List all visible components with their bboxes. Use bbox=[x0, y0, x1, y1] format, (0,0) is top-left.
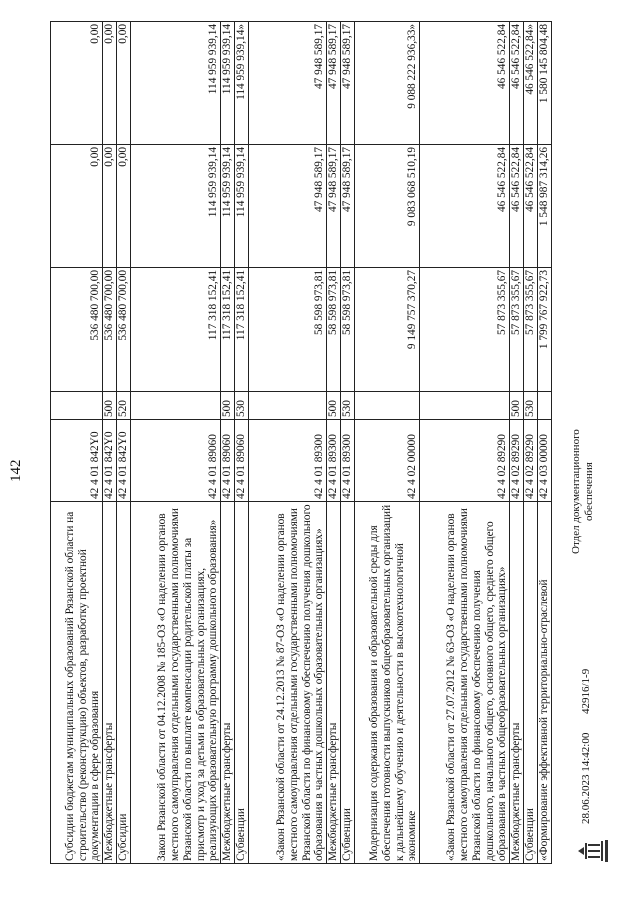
row-vr: 530 bbox=[524, 392, 538, 420]
row-value-3: 46 546 522,84» bbox=[524, 22, 538, 145]
row-value-3: 47 948 589,17 bbox=[341, 22, 355, 145]
row-value-3: 46 546 522,84 bbox=[510, 22, 524, 145]
row-value-1: 57 873 355,67 bbox=[510, 268, 524, 392]
table-row bbox=[117, 22, 131, 864]
row-value-2: 0,00 bbox=[117, 145, 131, 268]
row-value-2: 9 083 068 510,19 bbox=[355, 145, 420, 268]
row-vr: 500 bbox=[221, 392, 235, 420]
row-csr: 42 4 02 89290 bbox=[510, 420, 524, 502]
row-value-1: 536 480 700,00 bbox=[51, 268, 103, 392]
department-stamp bbox=[570, 429, 596, 554]
row-vr bbox=[51, 392, 103, 420]
row-value-3: 114 959 939,14 bbox=[131, 22, 221, 145]
row-value-3: 114 959 939,14» bbox=[235, 22, 249, 145]
row-vr bbox=[249, 392, 327, 420]
row-name: Межбюджетные трансферты bbox=[327, 502, 341, 864]
row-name: «Формирование эффективной территориально-отраслевой bbox=[538, 502, 552, 864]
table-row bbox=[235, 22, 249, 864]
table-row bbox=[420, 22, 510, 864]
row-csr: 42 4 02 89290 bbox=[524, 420, 538, 502]
row-value-2: 114 959 939,14 bbox=[221, 145, 235, 268]
table-row bbox=[131, 22, 221, 864]
row-vr: 530 bbox=[235, 392, 249, 420]
table-row bbox=[355, 22, 420, 864]
row-value-2: 46 546 522,84 bbox=[420, 145, 510, 268]
row-value-1: 57 873 355,67 bbox=[420, 268, 510, 392]
row-name: Субвенции bbox=[524, 502, 538, 864]
row-value-3: 1 580 145 804,48 bbox=[538, 22, 552, 145]
row-value-1: 1 799 767 922,73 bbox=[538, 268, 552, 392]
row-name: Субсидии bbox=[117, 502, 131, 864]
row-name: Межбюджетные трансферты bbox=[510, 502, 524, 864]
row-value-2: 46 546 522,84 bbox=[524, 145, 538, 268]
table-row bbox=[103, 22, 117, 864]
row-value-1: 117 318 152,41 bbox=[235, 268, 249, 392]
row-csr: 42 4 01 89060 bbox=[221, 420, 235, 502]
table-row bbox=[51, 22, 103, 864]
print-timestamp: 28.06.2023 14:42:00 bbox=[580, 732, 592, 824]
table-row bbox=[221, 22, 235, 864]
row-name: Закон Рязанской области от 04.12.2008 № 185-ОЗ «О наделении органов местного самоуправления отдельными государственными полномочиями Рязанской области по выплате компенсации родительской платы за присмотр и уход за детьми в образовательных организациях, реализующих образовательную программу дошкольного образования» bbox=[131, 502, 221, 864]
row-name: Межбюджетные трансферты bbox=[221, 502, 235, 864]
row-value-3: 0,00 bbox=[51, 22, 103, 145]
row-value-2: 47 948 589,17 bbox=[327, 145, 341, 268]
table-row bbox=[524, 22, 538, 864]
row-value-1: 117 318 152,41 bbox=[221, 268, 235, 392]
row-name: Субсидии бюджетам муниципальных образований Рязанской области на строительство (реконструкцию) объектов, разработку проектной документации в сфере образования bbox=[51, 502, 103, 864]
row-vr bbox=[538, 392, 552, 420]
table-row bbox=[510, 22, 524, 864]
row-csr: 42 4 01 842Y0 bbox=[117, 420, 131, 502]
row-value-1: 536 480 700,00 bbox=[117, 268, 131, 392]
row-csr: 42 4 02 00000 bbox=[355, 420, 420, 502]
page-number: 142 bbox=[8, 459, 24, 482]
table-row bbox=[249, 22, 327, 864]
archive-logo bbox=[576, 838, 610, 864]
row-value-2: 47 948 589,17 bbox=[341, 145, 355, 268]
row-value-3: 47 948 589,17 bbox=[249, 22, 327, 145]
row-csr: 42 4 01 89300 bbox=[327, 420, 341, 502]
row-vr: 520 bbox=[117, 392, 131, 420]
row-value-2: 47 948 589,17 bbox=[249, 145, 327, 268]
row-name: Межбюджетные трансферты bbox=[103, 502, 117, 864]
row-vr: 500 bbox=[510, 392, 524, 420]
row-csr: 42 4 02 89290 bbox=[420, 420, 510, 502]
row-value-3: 46 546 522,84 bbox=[420, 22, 510, 145]
row-value-2: 0,00 bbox=[103, 145, 117, 268]
row-value-2: 114 959 939,14 bbox=[235, 145, 249, 268]
row-value-2: 1 548 987 314,26 bbox=[538, 145, 552, 268]
row-vr: 500 bbox=[327, 392, 341, 420]
document-code: 42916/1-9 bbox=[580, 668, 592, 714]
row-value-3: 47 948 589,17 bbox=[327, 22, 341, 145]
row-value-3: 0,00 bbox=[103, 22, 117, 145]
table-row bbox=[538, 22, 552, 864]
row-value-1: 9 149 757 370,27 bbox=[355, 268, 420, 392]
row-csr: 42 4 01 842Y0 bbox=[51, 420, 103, 502]
row-csr: 42 4 01 89300 bbox=[249, 420, 327, 502]
row-value-1: 58 598 973,81 bbox=[249, 268, 327, 392]
row-csr: 42 4 01 89060 bbox=[235, 420, 249, 502]
row-value-1: 57 873 355,67 bbox=[524, 268, 538, 392]
row-vr: 500 bbox=[103, 392, 117, 420]
row-vr bbox=[131, 392, 221, 420]
row-vr: 530 bbox=[341, 392, 355, 420]
row-csr: 42 4 01 89300 bbox=[341, 420, 355, 502]
table-row bbox=[327, 22, 341, 864]
row-value-2: 114 959 939,14 bbox=[131, 145, 221, 268]
row-csr: 42 4 03 00000 bbox=[538, 420, 552, 502]
row-value-3: 114 959 939,14 bbox=[221, 22, 235, 145]
row-vr bbox=[355, 392, 420, 420]
department-line-2: обеспечения bbox=[583, 462, 595, 521]
row-name: Субвенции bbox=[341, 502, 355, 864]
row-name: Субвенции bbox=[235, 502, 249, 864]
row-value-3: 9 088 222 936,33» bbox=[355, 22, 420, 145]
row-name: «Закон Рязанской области от 27.07.2012 № 63-ОЗ «О наделении органов местного самоуправления отдельными государственными полномочиями Рязанской области по финансовому обеспечению получения дошкольного, начального общего, основного общего, среднего общего образования в частных общеобразовательных организациях» bbox=[420, 502, 510, 864]
department-line-1: Отдел документационного bbox=[570, 429, 582, 554]
row-value-2: 0,00 bbox=[51, 145, 103, 268]
row-value-1: 58 598 973,81 bbox=[341, 268, 355, 392]
row-vr bbox=[420, 392, 510, 420]
row-value-2: 46 546 522,84 bbox=[510, 145, 524, 268]
row-csr: 42 4 01 842Y0 bbox=[103, 420, 117, 502]
row-csr: 42 4 01 89060 bbox=[131, 420, 221, 502]
budget-table bbox=[50, 21, 552, 864]
row-value-3: 0,00 bbox=[117, 22, 131, 145]
row-name: «Закон Рязанской области от 24.12.2013 № 87-ОЗ «О наделении органов местного самоуправления отдельными государственными полномочиями Рязанской области по финансовому обеспечению получения дошкольного образования в частных дошкольных образовательных организациях» bbox=[249, 502, 327, 864]
row-value-1: 536 480 700,00 bbox=[103, 268, 117, 392]
row-name: Модернизация содержания образования и образовательной среды для обеспечения готовности выпускников общеобразовательных организаций к дальнейшему обучению и деятельности в высокотехнологичной экономике bbox=[355, 502, 420, 864]
row-value-1: 117 318 152,41 bbox=[131, 268, 221, 392]
row-value-1: 58 598 973,81 bbox=[327, 268, 341, 392]
table-row bbox=[341, 22, 355, 864]
